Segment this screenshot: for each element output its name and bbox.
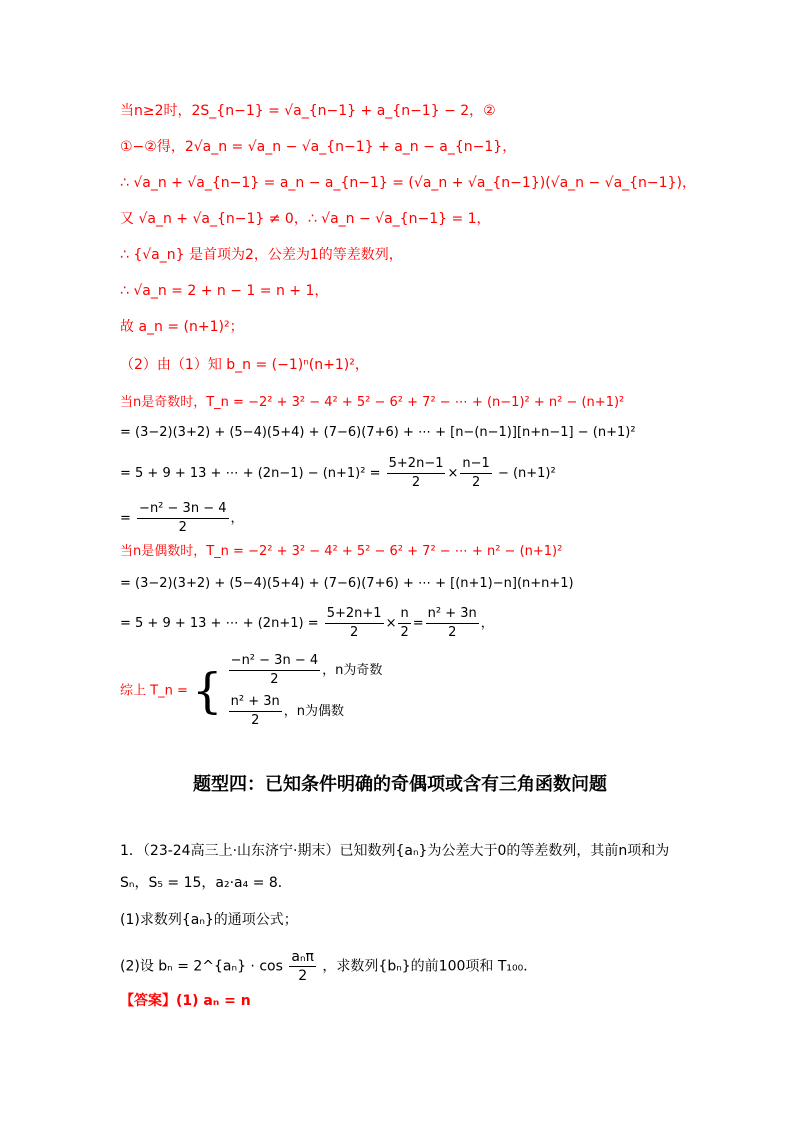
line-3: ∴ √a_n + √a_{n−1} = a_n − a_{n−1} = (√a_n + √a_{n−1})(√a_n − √a_{n−1})， xyxy=(120,175,696,191)
line-11-text: = 5 + 9 + 13 + ⋯ + (2n−1) − (n+1)² = xyxy=(120,466,385,481)
cases xyxy=(227,648,383,734)
case-even-condition: ，n为偶数 xyxy=(283,704,345,719)
problem-q2-prefix: (2)设 bₙ = 2^{aₙ} · cos xyxy=(120,958,283,975)
fraction-denominator: 2 xyxy=(298,968,308,984)
fraction-numerator: −n² − 3n − 4 xyxy=(229,652,320,671)
problem-q2 xyxy=(120,948,537,985)
line-9: 当n是奇数时，T_n = −2² + 3² − 4² + 5² − 6² + 7² − ⋯ + (n−1)² + n² − (n+1)² xyxy=(120,395,625,410)
answer-line xyxy=(120,992,251,1010)
line-15: = 5 + 9 + 13 + ⋯ + (2n+1) = $\frac{5+2n+1}{2}$ × $\frac{n}{2}$ = $\frac{\text{n² + 3n}}{2}$ ， xyxy=(120,606,494,640)
fraction xyxy=(289,948,316,985)
problem-q2-suffix: ，求数列{bₙ}的前100项和 T₁₀₀． xyxy=(322,958,538,975)
fraction xyxy=(387,455,446,492)
line-6: ∴ √a_n = 2 + n − 1 = n + 1， xyxy=(120,283,329,299)
fraction xyxy=(325,605,384,642)
problem-line-2: Sₙ，S₅ = 15，a₂·a₄ = 8． xyxy=(120,875,292,891)
line-2: ①−②得，2√a_n = √a_n − √a_{n−1} + a_n − a_{n−1}， xyxy=(120,139,517,155)
case-odd-condition: ，n为奇数 xyxy=(322,663,383,678)
fraction xyxy=(229,693,282,730)
fraction-numerator: −n² − 3n − 4 xyxy=(137,500,228,519)
case-odd xyxy=(227,652,383,689)
line-5: ∴ {√a_n} 是首项为2，公差为1的等差数列， xyxy=(120,247,403,263)
summary xyxy=(120,648,382,734)
line-11-tail: − (n+1)² xyxy=(497,466,556,481)
fraction-denominator: 2 xyxy=(400,625,409,640)
fraction-denominator: 2 xyxy=(251,713,260,728)
section-heading: 题型四：已知条件明确的奇偶项或含有三角函数问题 xyxy=(193,774,607,795)
problem-q1: (1)求数列{aₙ}的通项公式； xyxy=(120,912,298,928)
fraction xyxy=(137,500,228,537)
fraction-numerator: aₙπ xyxy=(291,949,314,965)
line-7: 故 a_n = (n+1)²； xyxy=(120,319,244,335)
line-13: 当n是偶数时，T_n = −2² + 3² − 4² + 5² − 6² + 7² − ⋯ + n² − (n+1)² xyxy=(120,544,563,559)
line-10: = (3−2)(3+2) + (5−4)(5+4) + (7−6)(7+6) + ⋯ + [n−(n−1)][n+n−1] − (n+1)² xyxy=(120,425,636,440)
brace-symbol: { xyxy=(191,663,223,719)
fraction-numerator: n−1 xyxy=(460,455,491,474)
summary-label: 综上 T_n = xyxy=(120,683,188,699)
fraction-numerator: 5+2n−1 xyxy=(387,455,446,474)
fraction xyxy=(426,605,479,642)
line-15-text: = 5 + 9 + 13 + ⋯ + (2n+1) = xyxy=(120,616,323,631)
fraction-denominator: 2 xyxy=(411,475,421,490)
line-14: = (3−2)(3+2) + (5−4)(5+4) + (7−6)(7+6) + ⋯ + [(n+1)−n](n+n+1) xyxy=(120,576,574,591)
line-11: = 5 + 9 + 13 + ⋯ + (2n−1) − (n+1)² = $\frac{5+2n-1}{2}$ × $\frac{n-1}{2}$ − (n+1)² xyxy=(120,456,556,490)
fraction xyxy=(460,455,491,492)
case-even xyxy=(227,693,383,730)
fraction-denominator: 2 xyxy=(448,625,457,640)
line-8: （2）由（1）知 b_n = (−1)ⁿ(n+1)²， xyxy=(120,357,369,373)
line-1: 当n≥2时，2S_{n−1} = √a_{n−1} + a_{n−1} − 2，② xyxy=(120,103,496,119)
answer-text: (1) aₙ = n xyxy=(176,993,251,1009)
answer-label: 【答案】 xyxy=(120,993,176,1009)
fraction-numerator: 5+2n+1 xyxy=(325,605,384,624)
fraction-numerator: n² + 3n xyxy=(426,605,479,624)
fraction xyxy=(398,605,410,642)
fraction-denominator: 2 xyxy=(350,625,359,640)
line-12: = $\frac{\text{−n² − 3n − 4}}{2}$ ， xyxy=(120,501,244,535)
line-4: 又 √a_n + √a_{n−1} ≠ 0，∴ √a_n − √a_{n−1} = 1， xyxy=(120,211,491,227)
fraction xyxy=(229,652,320,689)
fraction-numerator: n xyxy=(398,605,410,624)
fraction-denominator: 2 xyxy=(270,672,279,687)
fraction-denominator: 2 xyxy=(471,475,481,490)
fraction-denominator: 2 xyxy=(178,520,187,535)
fraction-numerator: n² + 3n xyxy=(229,693,282,712)
problem-line-1: 1．（23-24高三上·山东济宁·期末）已知数列{aₙ}为公差大于0的等差数列，其前n项和为 xyxy=(120,843,670,859)
